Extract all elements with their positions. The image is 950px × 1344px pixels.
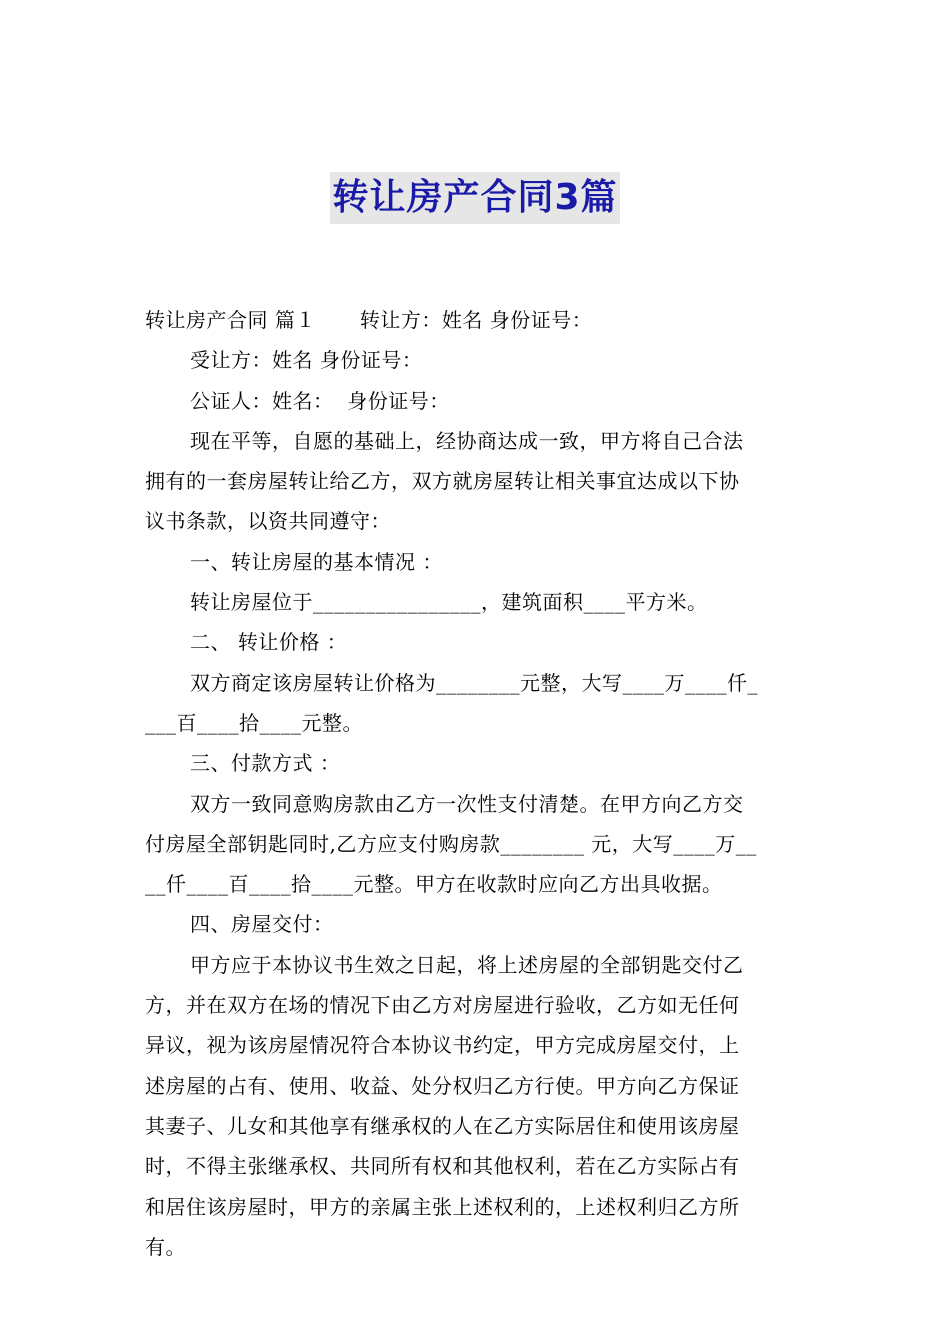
paragraph-line: 述房屋的占有、使用、收益、处分权归乙方行使。甲方向乙方保证: [145, 1073, 740, 1098]
paragraph-line: 拥有的一套房屋转让给乙方，双方就房屋转让相关事宜达成以下协: [145, 469, 740, 494]
section-heading: 转让房产合同 篇１: [145, 308, 316, 332]
paragraph-line: 一、转让房屋的基本情况 ：: [190, 549, 443, 574]
paragraph-line: [145, 300, 807, 340]
paragraph-line: 异议，视为该房屋情况符合本协议书约定，甲方完成房屋交付，上: [145, 1033, 740, 1058]
paragraph-line: 其妻子、儿女和其他享有继承权的人在乙方实际居住和使用该房屋: [145, 1113, 740, 1138]
paragraph-line: 现在平等，自愿的基础上，经协商达成一致，甲方将自己合法: [190, 428, 744, 453]
paragraph-line: 二、 转让价格 ：: [190, 630, 348, 655]
title-wrap: [0, 172, 950, 224]
paragraph-line: 转让房屋位于________________，建筑面积____平方米。: [190, 590, 708, 615]
document-title: 转让房产合同3篇: [330, 172, 619, 224]
paragraph-line: 时，不得主张继承权、共同所有权和其他权利，若在乙方实际占有: [145, 1154, 740, 1179]
paragraph-line: 四、房屋交付：: [190, 912, 334, 937]
paragraph-line: 有。: [145, 1234, 186, 1259]
paragraph-line: 议书条款，以资共同遵守：: [145, 509, 391, 534]
paragraph-line: 和居住该房屋时，甲方的亲属主张上述权利的，上述权利归乙方所: [145, 1194, 740, 1219]
paragraph-line: 甲方应于本协议书生效之日起，将上述房屋的全部钥匙交付乙: [190, 952, 744, 977]
paragraph-line: 双方一致同意购房款由乙方一次性支付清楚。在甲方向乙方交: [190, 791, 744, 816]
paragraph-line: 付房屋全部钥匙同时,乙方应支付购房款________ 元，大写____万__: [145, 831, 757, 856]
paragraph-line: 公证人：姓名： 身份证号：: [190, 388, 450, 413]
document-body: [145, 300, 807, 1267]
paragraph-line: 双方商定该房屋转让价格为________元整，大写____万____仟_: [190, 670, 758, 695]
transferor-line: 转让方：姓名 身份证号：: [359, 308, 593, 332]
paragraph-line: 方，并在双方在场的情况下由乙方对房屋进行验收，乙方如无任何: [145, 993, 740, 1018]
paragraph-line: ___百____拾____元整。: [145, 710, 363, 735]
paragraph-line: 三、付款方式 ：: [190, 751, 341, 776]
paragraph-line: 受让方：姓名 身份证号：: [190, 348, 423, 373]
paragraph-line: __仟____百____拾____元整。甲方在收款时应向乙方出具收据。: [145, 872, 723, 897]
